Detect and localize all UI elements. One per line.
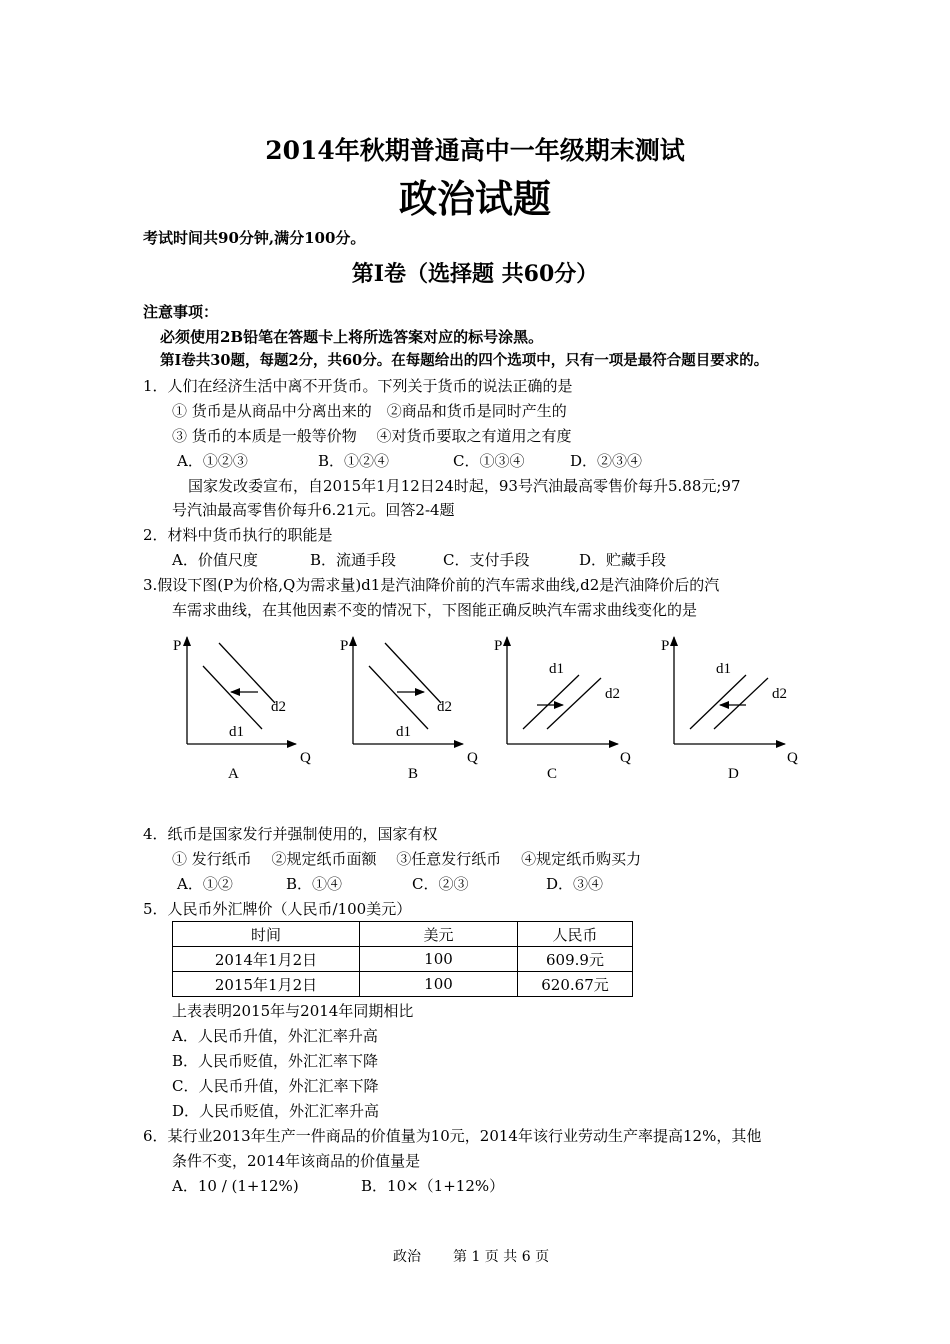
graph-d-p-label: P — [661, 638, 670, 654]
q5-choice-b: B．人民币贬值，外汇汇率下降 — [172, 1052, 379, 1070]
q5-choice-a: A．人民币升值，外汇汇率升高 — [172, 1027, 378, 1045]
table-cell: 2015年1月2日 — [173, 972, 360, 997]
exchange-rate-table — [172, 921, 633, 997]
q5-choice-d: D．人民币贬值，外汇汇率升高 — [172, 1102, 380, 1120]
table-cell: 100 — [360, 947, 518, 972]
graph-a-d1-label: d1 — [229, 724, 244, 740]
subject-title: 政治试题 — [398, 176, 551, 221]
graph-c-d2-curve — [547, 678, 601, 729]
section-title: 第Ⅰ卷（选择题 共60分） — [351, 261, 599, 287]
q1-choice-d: D．②③④ — [570, 452, 643, 470]
graph-c-d2-label: d2 — [605, 686, 620, 702]
graph-b-letter: B — [408, 766, 419, 782]
table-cell: 100 — [360, 972, 518, 997]
q1-options-line-2: ③ 货币的本质是一般等价物 ④对货币要取之有道用之有度 — [172, 427, 572, 445]
graph-a-q-label: Q — [300, 750, 311, 766]
table-row — [173, 947, 633, 972]
q4-choice-d: D．③④ — [546, 875, 604, 893]
q6-choice-b: B．10×（1+12%） — [361, 1177, 505, 1195]
table-row — [173, 972, 633, 997]
graph-d-d1-label: d1 — [716, 661, 731, 677]
exam-title: 2014年秋期普通高中一年级期末测试 — [265, 136, 685, 165]
graph-c-p-label: P — [494, 638, 503, 654]
q4-choice-c: C．②③ — [412, 875, 469, 893]
table-header-cell: 时间 — [173, 922, 360, 947]
notes-heading: 注意事项： — [143, 303, 219, 321]
graph-c-d1-curve — [523, 675, 579, 729]
q2-stem: 2．材料中货币执行的职能是 — [143, 526, 333, 544]
q1-stem: 1．人们在经济生活中离不开货币。下列关于货币的说法正确的是 — [143, 377, 573, 395]
graph-b-q-label: Q — [467, 750, 478, 766]
graph-a-p-label: P — [173, 638, 182, 654]
material-line-2: 号汽油最高零售价每升6.21元。回答2-4题 — [172, 501, 455, 519]
q6-stem-line-2: 条件不变，2014年该商品的价值量是 — [172, 1152, 421, 1170]
q4-options: ① 发行纸币 ②规定纸币面额 ③任意发行纸币 ④规定纸币购买力 — [172, 850, 642, 868]
q2-choice-b: B．流通手段 — [310, 551, 397, 569]
graph-d-d2-label: d2 — [772, 686, 787, 702]
q1-choice-a: A．①②③ — [177, 452, 248, 470]
q1-options-line-1: ① 货币是从商品中分离出来的 ②商品和货币是同时产生的 — [172, 402, 567, 420]
q2-choice-d: D．贮藏手段 — [579, 551, 667, 569]
q4-stem: 4．纸币是国家发行并强制使用的，国家有权 — [143, 825, 438, 843]
graph-d-q-label: Q — [787, 750, 798, 766]
table-cell: 609.9元 — [518, 947, 633, 972]
material-line-1: 国家发改委宣布，自2015年1月12日24时起，93号汽油最高零售价每升5.88元;97 — [188, 477, 741, 495]
graph-a-d2-label: d2 — [271, 699, 286, 715]
q6-choice-a: A．10 / (1+12%) — [172, 1177, 299, 1195]
graph-a-d1-curve — [203, 666, 262, 729]
graph-a — [173, 637, 311, 782]
q5-after-table: 上表表明2015年与2014年同期相比 — [172, 1002, 414, 1020]
graph-b-d2-label: d2 — [437, 699, 452, 715]
graph-d-d1-curve — [690, 675, 746, 729]
table-header-cell: 人民币 — [518, 922, 633, 947]
notes-line-2: 第Ⅰ卷共30题，每题2分，共60分。在每题给出的四个选项中，只有一项是最符合题目要求的。 — [160, 352, 769, 369]
q4-choice-b: B．①④ — [286, 875, 343, 893]
q3-stem-line-1: 3.假设下图(P为价格,Q为需求量)d1是汽油降价前的汽车需求曲线,d2是汽油降价后的汽 — [143, 576, 720, 594]
q1-choice-c: C．①③④ — [453, 452, 525, 470]
graph-c-q-label: Q — [620, 750, 631, 766]
page-number: 第 1 页 共 6 页 — [453, 1249, 550, 1265]
q2-choice-a: A．价值尺度 — [172, 551, 258, 569]
q2-choice-c: C．支付手段 — [443, 551, 530, 569]
graph-d-d2-curve — [714, 678, 768, 729]
graph-c-letter: C — [547, 766, 558, 782]
table-cell: 2014年1月2日 — [173, 947, 360, 972]
graph-d-letter: D — [728, 766, 739, 782]
footer-subject: 政治 — [393, 1249, 421, 1265]
graph-a-letter: A — [228, 766, 239, 782]
graph-b-d1-curve — [369, 666, 428, 729]
q6-stem-line-1: 6．某行业2013年生产一件商品的价值量为10元，2014年该行业劳动生产率提高12%，其他 — [143, 1127, 762, 1145]
graph-b-d2-curve — [385, 643, 441, 703]
graph-b-d1-label: d1 — [396, 724, 411, 740]
q5-choice-c: C．人民币升值，外汇汇率下降 — [172, 1077, 379, 1095]
graph-a-d2-curve — [219, 643, 275, 703]
graph-b — [340, 637, 478, 782]
graph-d — [661, 637, 798, 782]
graph-c-d1-label: d1 — [549, 661, 564, 677]
table-cell: 620.67元 — [518, 972, 633, 997]
exam-info: 考试时间共90分钟,满分100分。 — [143, 229, 366, 247]
q5-stem: 5．人民币外汇牌价（人民币/100美元） — [143, 900, 412, 918]
q3-stem-line-2: 车需求曲线，在其他因素不变的情况下，下图能正确反映汽车需求曲线变化的是 — [172, 601, 698, 619]
q4-choice-a: A．①② — [177, 875, 233, 893]
graph-b-p-label: P — [340, 638, 349, 654]
graph-c — [494, 637, 631, 782]
demand-curve-graphs — [0, 625, 950, 805]
notes-line-1: 必须使用2B铅笔在答题卡上将所选答案对应的标号涂黑。 — [160, 328, 544, 346]
q1-choice-b: B．①②④ — [318, 452, 390, 470]
table-header-cell: 美元 — [360, 922, 518, 947]
table-header-row — [173, 922, 633, 947]
